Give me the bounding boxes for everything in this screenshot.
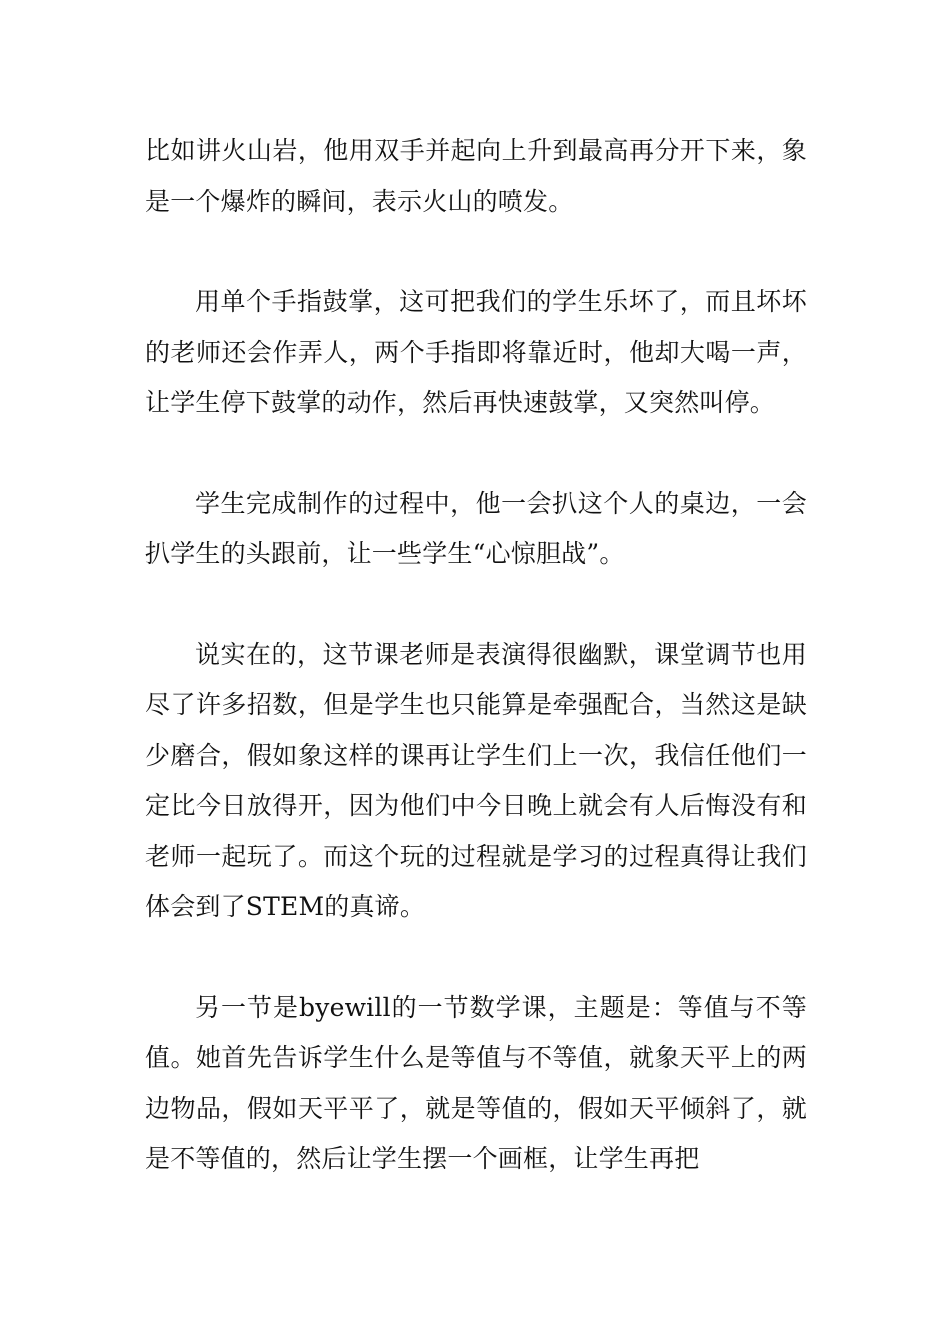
paragraph-4: 说实在的，这节课老师是表演得很幽默，课堂调节也用尽了许多招数，但是学生也只能算是牵强配合，当然这是缺少磨合，假如象这样的课再让学生们上一次，我信任他们一定比今日放得开，因为他们中今日晚上就会有人后悔没有和老师一起玩了。而这个玩的过程就是学习的过程真得让我们体会到了STEM的真谛。 bbox=[145, 639, 807, 921]
paragraph-2: 用单个手指鼓掌，这可把我们的学生乐坏了，而且坏坏的老师还会作弄人，两个手指即将靠近时，他却大喝一声，让学生停下鼓掌的动作，然后再快速鼓掌，又突然叫停。 bbox=[145, 287, 807, 417]
paragraph-3: 学生完成制作的过程中，他一会扒这个人的桌边，一会扒学生的头跟前，让一些学生“心惊胆战”。 bbox=[145, 488, 807, 568]
paragraph-5: 另一节是byewill的一节数学课，主题是：等值与不等值。她首先告诉学生什么是等值与不等值，就象天平上的两边物品，假如天平平了，就是等值的，假如天平倾斜了，就是不等值的，然后让学生摆一个画框，让学生再把 bbox=[145, 992, 807, 1173]
paragraph-1: 比如讲火山岩，他用双手并起向上升到最高再分开下来，象是一个爆炸的瞬间，表示火山的喷发。 bbox=[145, 136, 807, 216]
document-body bbox=[145, 126, 807, 1185]
